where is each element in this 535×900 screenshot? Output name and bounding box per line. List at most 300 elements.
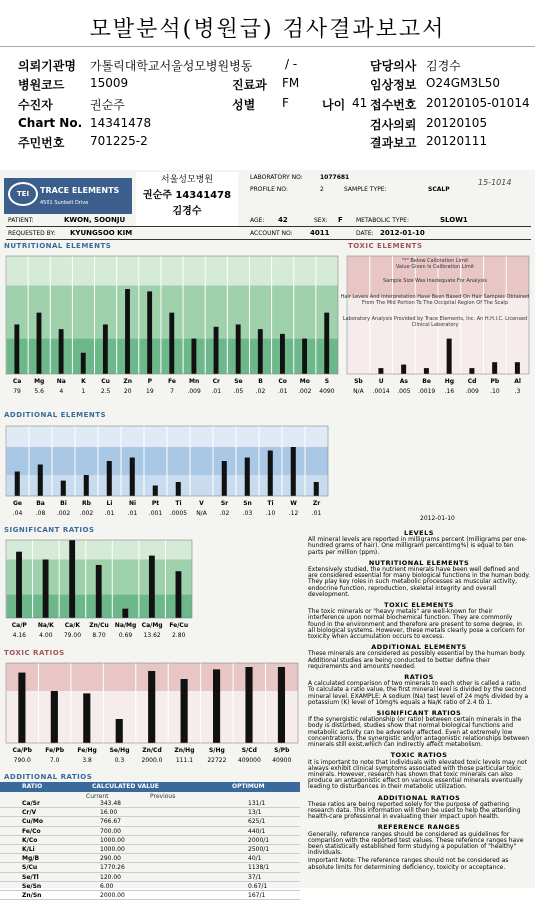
data-label: 0.69: [118, 632, 133, 639]
data-label: .01: [127, 510, 138, 517]
metabolic-label: METABOLIC TYPE:: [356, 217, 409, 224]
sample-label: SAMPLE TYPE:: [344, 186, 387, 193]
clinical-value: O24GM3L50: [426, 76, 500, 90]
bar: [291, 447, 296, 496]
significant-text: If the synergistic relationship (or ratio) between certain minerals in the body is disturbed, studies show that normal biological functions and metabolic activity can be adversely affected. Even at extremely low concentrations, the synergistic and/or antagonistic relationships between minerals still exist,which can indirectly affect metabolism.: [308, 716, 530, 749]
lab-age-value: 42: [278, 216, 288, 224]
report-value: 20120111: [426, 134, 488, 148]
bar: [278, 667, 285, 743]
age-value: 41: [352, 96, 368, 110]
tick-label: Zn/Cu: [89, 622, 109, 629]
bar: [222, 461, 227, 496]
bar: [176, 571, 182, 618]
data-label: 0.3: [114, 757, 125, 764]
tick-label: Cd: [467, 378, 477, 385]
bar: [81, 353, 86, 374]
patient-label: PATIENT:: [8, 217, 34, 224]
cell-current: 2000.00: [100, 891, 125, 899]
logo-address: 4501 Sunbelt Drive: [40, 200, 89, 206]
tick-label: S: [324, 378, 330, 385]
bar: [302, 339, 307, 374]
data-label: .009: [465, 388, 479, 395]
requested-value: KYUNGSOO KIM: [70, 229, 133, 237]
examinee-label: 수진자: [18, 98, 53, 112]
date-label: DATE:: [356, 230, 374, 237]
tick-label: Sn: [243, 500, 252, 507]
table-row: [0, 827, 300, 836]
bar: [61, 481, 66, 496]
title-divider: [0, 46, 535, 47]
bar: [122, 609, 128, 618]
bar: [37, 313, 42, 374]
table-row: [0, 873, 300, 882]
tick-label: Al: [514, 378, 521, 385]
account-label: ACCOUNT NO:: [250, 230, 293, 237]
tick-label: Ni: [128, 500, 137, 507]
additional-chart: [4, 420, 330, 522]
chart-value: 14341478: [90, 116, 152, 130]
data-label: .16: [444, 388, 455, 395]
data-label: 40900: [272, 757, 292, 764]
doctor-value: 김경수: [426, 59, 461, 73]
toxic-ratios-text: It is important to note that individuals with elevated toxic levels may not always exhibit clinical symptoms associated with those particular toxic minerals. However, research has shown that toxic minerals can also produce an antagonistic effect on various essential minerals eventually leading to disturbances in their metabolic utilization.: [308, 758, 527, 791]
hospital-code-value: 15009: [90, 76, 129, 90]
cell-optimum: 167/1: [248, 891, 266, 899]
cell-current: 1000.00: [100, 845, 125, 853]
reference-heading: REFERENCE RANGES: [377, 823, 461, 832]
data-label: 2000.0: [141, 757, 163, 764]
cell-optimum: 40/1: [248, 855, 262, 863]
tick-label: Sr: [220, 500, 229, 507]
tick-label: Zn: [123, 378, 133, 385]
tick-label: Ti: [175, 500, 182, 507]
metabolic-value: SLOW1: [440, 216, 468, 224]
bar: [245, 667, 252, 743]
tick-label: Be: [422, 378, 431, 385]
institution-label: 의뢰기관명: [18, 59, 76, 73]
bar: [130, 458, 135, 497]
tick-label: Zr: [312, 500, 321, 507]
tick-label: Ba: [36, 500, 45, 507]
data-label: .01: [277, 388, 288, 395]
lab-sex-value: F: [338, 216, 343, 224]
sex-value: F: [282, 96, 289, 110]
toxic-ratios-panel: [4, 657, 300, 769]
cell-optimum: 131/1: [248, 800, 266, 807]
data-label: .005: [397, 388, 411, 395]
cell-ratio: Cr/V: [22, 809, 37, 817]
nutritional-title: NUTRITIONAL ELEMENTS: [4, 242, 112, 250]
reference-text: Generally, reference ranges should be considered as guidelines for comparison with the reported test values. These reference ranges have been statistically established form studying a population of "healthy" individuals.: [308, 830, 524, 857]
bar: [43, 560, 49, 619]
cell-optimum: 2000/1: [248, 836, 270, 844]
tick-label: Se/Hg: [109, 747, 130, 754]
account-value: 4011: [310, 229, 330, 237]
sub-current: Current: [86, 793, 109, 800]
tick-label: Se: [234, 378, 243, 385]
data-label: .03: [242, 510, 253, 517]
data-label: 20: [123, 388, 132, 395]
cell-current: 766.67: [100, 818, 121, 826]
tick-label: Hg: [444, 378, 455, 385]
bar: [258, 329, 263, 374]
data-label: .01: [104, 510, 115, 517]
cell-current: 1770.26: [100, 864, 125, 872]
cell-optimum: 0.67/1: [248, 882, 268, 890]
tick-label: Fe/Hg: [77, 747, 97, 754]
resident-value: 701225-2: [90, 134, 148, 148]
tick-label: Ti: [267, 500, 274, 507]
tick-label: Fe: [168, 378, 176, 385]
receipt-label: 접수번호: [370, 98, 417, 112]
tick-label: Rb: [82, 500, 91, 507]
data-label: .02: [255, 388, 266, 395]
patient-value: KWON, SOONJU: [64, 216, 126, 224]
tick-label: Bi: [60, 500, 67, 507]
levels-text: All mineral levels are reported in milligrams percent (milligrams per one-hundred grams of hair). One milligram percent(mg%) is equal to ten parts per million (ppm).: [308, 536, 528, 556]
table-row: [0, 854, 300, 863]
explanation-column: [308, 526, 530, 894]
cell-ratio: Se/Sn: [22, 882, 42, 890]
nutritional-chart: [4, 250, 340, 400]
data-label: 409000: [237, 757, 261, 764]
date-bottom: 2012-01-10: [420, 515, 455, 522]
date-value: 2012-01-10: [380, 229, 425, 237]
tick-label: Ca/K: [64, 622, 81, 629]
ratios-table-body: [0, 799, 300, 900]
cell-optimum: 2500/1: [248, 845, 270, 853]
bar: [116, 719, 123, 743]
table-row: [0, 836, 300, 845]
sub-previous: Previous: [150, 793, 176, 800]
sample-value: SCALP: [428, 186, 450, 193]
additional-ratios-title: ADDITIONAL RATIOS: [4, 773, 93, 781]
lab-logo: [4, 178, 132, 214]
cell-current: 6.00: [100, 882, 114, 890]
data-label: 4090: [319, 388, 335, 395]
nutritional-heading: NUTRITIONAL ELEMENTS: [368, 558, 470, 567]
tick-label: W: [290, 500, 297, 507]
chart-band: [6, 256, 338, 286]
data-label: .05: [233, 388, 244, 395]
cell-current: 343.48: [100, 800, 121, 807]
tick-label: P: [147, 378, 153, 385]
lab-report-scan: [0, 170, 535, 899]
cell-current: 700.00: [100, 827, 121, 835]
bar: [324, 313, 329, 374]
bar: [148, 671, 155, 743]
toxic-text: The toxic minerals or "heavy metals" are well-known for their interference upon normal biochemical function. They are commonly found in the environment and therefore are present to some degree, in all biological systems. However, these metals clearly pose a concern for toxicity when accumulation occurs to excess.: [308, 608, 525, 641]
significant-chart-panel: [4, 534, 194, 644]
bar: [96, 565, 102, 618]
significant-heading: SIGNIFICANT RATIOS: [376, 709, 462, 718]
tick-label: Ca/P: [11, 622, 27, 629]
data-label: 4.16: [12, 632, 26, 639]
tick-label: Pb: [490, 378, 500, 385]
additional-title: ADDITIONAL ELEMENTS: [4, 411, 107, 419]
data-label: .10: [490, 388, 500, 395]
table-row: [0, 817, 300, 826]
lab-no-value: 1077681: [320, 174, 350, 181]
data-label: 4: [59, 388, 64, 395]
legend-notes: [340, 252, 530, 422]
institution-slash: / -: [285, 57, 298, 71]
data-label: 8.70: [92, 632, 106, 639]
tick-label: Na/Mg: [114, 622, 137, 629]
additional-ratios-heading: ADDITIONAL RATIOS: [377, 793, 461, 802]
tick-label: Na/K: [37, 622, 54, 629]
cell-ratio: Se/Tl: [22, 873, 39, 881]
data-label: 5.6: [34, 388, 44, 395]
report-label: 결과보고: [370, 136, 417, 150]
cell-optimum: 440/1: [248, 827, 266, 835]
cell-optimum: 625/1: [248, 818, 266, 826]
request-label: 검사의뢰: [370, 118, 417, 132]
additional-chart-panel: [4, 420, 330, 522]
bar: [280, 334, 285, 374]
bar: [69, 540, 75, 618]
table-row: [0, 882, 300, 891]
tick-label: Cr: [212, 378, 220, 385]
ratios-text: A calculated comparison of two minerals to each other is called a ratio. To calculate a ratio value, the first mineral level is divided by the second mineral level. EXAMPLE: A sodium (Na) test level of 24 mg% divided by a potassium (K) level of 10mg% equals a Na/K ratio of 2.4 to 1.: [308, 680, 529, 706]
legend-line-4: Hair Levels And Interpretation Have Been Based On Hair Samples Obtained From The Mid Portion To The Occipital Region Of The Scalp: [340, 294, 530, 306]
legend-line-5: Laboratory Analysis Provided by Trace Elements, Inc. An H.H.I.C. Licensed Clinical Laboratory: [342, 316, 528, 328]
tick-label: Pt: [151, 500, 160, 507]
bar: [125, 289, 130, 374]
data-label: .001: [148, 510, 163, 517]
data-label: 7: [170, 388, 174, 395]
data-label: .0014: [372, 388, 390, 395]
tick-label: K: [81, 378, 86, 385]
tick-label: Zn/Hg: [174, 747, 195, 754]
data-label: 22722: [207, 757, 227, 764]
data-label: .0019: [418, 388, 436, 395]
cell-ratio: Mg/B: [22, 855, 40, 863]
bar: [236, 324, 241, 374]
cell-optimum: 13/1: [248, 809, 262, 817]
data-label: 13.62: [143, 632, 161, 639]
resident-label: 주민번호: [18, 136, 65, 150]
tick-label: Fe/Cu: [169, 622, 189, 629]
significant-title: SIGNIFICANT RATIOS: [4, 526, 95, 534]
lab-sex-label: SEX:: [314, 217, 328, 224]
col-ratio: RATIO: [22, 783, 43, 790]
page-title: 모발분석(병원급) 검사결과보고서: [89, 17, 446, 42]
ratios-table-header: [0, 782, 300, 792]
data-label: .3: [514, 388, 521, 395]
info-divider-2: [6, 239, 531, 240]
profile-value: 2: [320, 186, 324, 193]
cell-current: 1000.00: [100, 836, 125, 844]
data-label: N/A: [196, 510, 207, 517]
bar: [83, 693, 90, 743]
dept-value: FM: [282, 76, 300, 90]
tick-label: Sb: [354, 378, 363, 385]
tick-label: Zn/Cd: [142, 747, 162, 754]
data-label: .10: [265, 510, 276, 517]
cell-ratio: Zn/Sn: [22, 891, 42, 899]
sex-label: 성별: [232, 98, 256, 112]
data-label: 3.8: [82, 757, 92, 764]
data-label: 79.00: [63, 632, 82, 639]
data-label: .02: [219, 510, 230, 517]
tick-label: Mn: [189, 378, 200, 385]
chart-label: Chart No.: [18, 116, 83, 130]
receipt-value: 20120105-01014: [426, 96, 530, 110]
data-label: 79: [13, 388, 21, 395]
bar: [14, 324, 19, 374]
clinical-label: 임상정보: [370, 78, 417, 92]
bar: [268, 451, 273, 497]
cell-current: 120.00: [100, 873, 121, 881]
info-divider: [6, 226, 531, 227]
handwritten-note: 15-1014: [478, 178, 512, 187]
tick-label: Ca/Pb: [12, 747, 32, 754]
hospital-code-label: 병원코드: [18, 78, 65, 92]
bar: [84, 475, 89, 496]
data-label: .002: [56, 510, 71, 517]
data-label: .04: [12, 510, 23, 517]
request-value: 20120105: [426, 116, 488, 130]
stamp-doctor: 김경수: [172, 206, 202, 217]
data-label: .009: [187, 388, 201, 395]
cell-ratio: Ca/Sr: [22, 800, 40, 807]
bar: [314, 482, 319, 496]
toxic-title: TOXIC ELEMENTS: [348, 242, 423, 250]
cell-optimum: 37/1: [248, 873, 262, 881]
cell-current: 16.00: [100, 809, 118, 817]
patient-stamp: [136, 172, 238, 228]
table-row: [0, 799, 300, 808]
cell-current: 290.00: [100, 855, 121, 863]
legend-line-1: "*" Below Calibration Limit: [401, 258, 469, 264]
profile-label: PROFILE NO:: [250, 186, 288, 193]
bar: [59, 329, 64, 374]
bar: [245, 458, 250, 497]
bar: [176, 482, 181, 496]
tick-label: S/Pb: [274, 747, 290, 754]
data-label: N/A: [353, 388, 364, 395]
data-label: 111.1: [175, 757, 194, 764]
reference-note: Important Note: The reference ranges should not be considered as absolute limits for determining deficiency, toxicity or acceptance.: [308, 857, 509, 871]
bar: [169, 313, 174, 374]
tick-label: Ge: [13, 500, 22, 507]
additional-ratios-text: These ratios are being reported solely for the purpose of gathering research data. This information will then be used to help the attending health-care professional in evaluating their impact upon health.: [308, 800, 521, 821]
institution-value: 가톨릭대학교서울성모병원병동: [90, 59, 253, 73]
table-row: [0, 863, 300, 872]
table-row: [0, 891, 300, 900]
bar: [16, 552, 22, 618]
bar: [153, 486, 158, 497]
toxic-ratios-heading: TOXIC RATIOS: [390, 751, 448, 760]
tick-label: Mo: [299, 378, 310, 385]
chart-band: [6, 540, 192, 560]
significant-ratios-chart: [4, 534, 194, 644]
bar: [15, 472, 20, 497]
toxic-ratios-chart: [4, 657, 300, 769]
dept-label: 진료과: [232, 78, 267, 92]
col-optimum: OPTIMUM: [232, 783, 265, 790]
tick-label: As: [399, 378, 408, 385]
data-label: 19: [146, 388, 154, 395]
logo-emblem-icon: TEI: [8, 182, 38, 206]
cell-optimum: 1138/1: [248, 864, 270, 872]
legend-line-2: Value Given Is Calibration Limit: [395, 264, 475, 270]
toxic-ratios-title: TOXIC RATIOS: [4, 649, 65, 657]
lab-no-label: LABORATORY NO:: [250, 174, 303, 181]
stamp-patient: 권순주 14341478: [142, 190, 232, 201]
bar: [214, 327, 219, 374]
data-label: 2.5: [100, 388, 111, 395]
ratios-table-subheader: [0, 792, 300, 799]
bar: [38, 465, 43, 497]
additional-heading: ADDITIONAL ELEMENTS: [371, 643, 467, 652]
data-label: .08: [35, 510, 46, 517]
tick-label: Ca: [12, 378, 22, 385]
data-label: 4.00: [39, 632, 53, 639]
data-label: 790.0: [13, 757, 31, 764]
levels-heading: LEVELS: [404, 529, 434, 537]
table-row: [0, 845, 300, 854]
tick-label: Mg: [34, 378, 45, 385]
cell-ratio: K/Li: [22, 845, 35, 853]
nutritional-text: Extensively studied, the nutrient minerals have been well defined and are considered essential for many biological functions in the human body. They play key roles in such metabolic processes as muscular activity, endocrine function, reproduction, skeletal integrity and overall development.: [308, 566, 530, 598]
tick-label: S/Cd: [241, 747, 257, 754]
table-row: [0, 808, 300, 817]
ratios-heading: RATIOS: [404, 673, 434, 682]
cell-ratio: K/Co: [22, 836, 38, 844]
bar: [149, 556, 155, 618]
logo-name: TRACE ELEMENTS: [40, 186, 120, 195]
examinee-value: 권순주: [90, 98, 125, 112]
data-label: 7.0: [49, 757, 60, 764]
tick-label: B: [258, 378, 263, 385]
cell-ratio: Cu/Mo: [22, 818, 43, 826]
tick-label: U: [378, 378, 384, 385]
data-label: .01: [211, 388, 222, 395]
tick-label: Cu: [101, 378, 110, 385]
cell-ratio: Fe/Co: [22, 827, 41, 835]
requested-label: REQUESTED BY:: [8, 230, 56, 237]
legend-line-3: Sample Size Was Inadequate For Analysis: [382, 278, 488, 284]
tick-label: Li: [106, 500, 113, 507]
tick-label: Ca/Mg: [141, 622, 163, 629]
tick-label: S/Hg: [208, 747, 225, 754]
bar: [213, 669, 220, 743]
bar: [181, 679, 188, 743]
bar: [103, 324, 108, 374]
tick-label: Fe/Pb: [45, 747, 65, 754]
bar: [191, 339, 196, 374]
stamp-hospital: 서울성모병원: [160, 175, 214, 185]
data-label: .01: [311, 510, 322, 517]
lab-age-label: AGE:: [250, 217, 265, 224]
tick-label: V: [199, 500, 204, 507]
tick-label: Co: [278, 378, 287, 385]
nutritional-chart-panel: [4, 250, 340, 400]
data-label: .002: [79, 510, 94, 517]
bar: [107, 461, 112, 496]
additional-ratios-table: [0, 782, 300, 900]
toxic-heading: TOXIC ELEMENTS: [384, 601, 454, 610]
data-label: .0005: [169, 510, 188, 517]
doctor-label: 담당의사: [370, 59, 417, 73]
bar: [51, 691, 58, 743]
data-label: 1: [81, 388, 86, 395]
bar: [18, 673, 25, 743]
data-label: .002: [298, 388, 312, 395]
age-label: 나이: [322, 98, 346, 112]
